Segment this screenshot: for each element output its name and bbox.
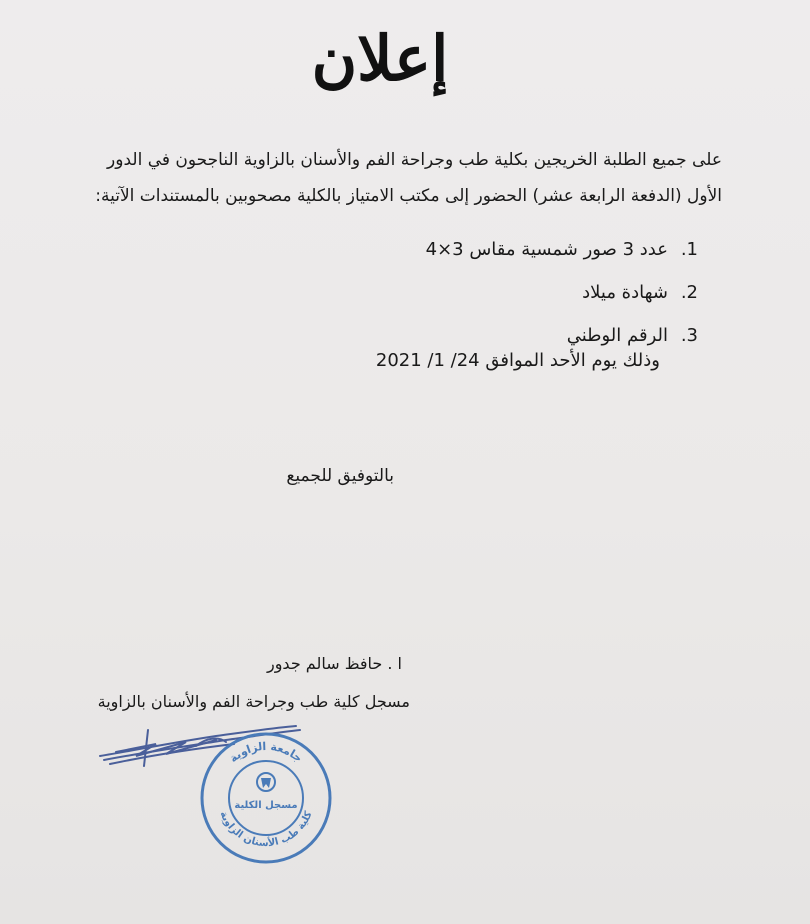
college-stamp xyxy=(196,728,336,868)
list-item-text: الرقم الوطني xyxy=(566,325,668,346)
stamp-emblem-icon xyxy=(257,773,275,791)
paragraph-line-2: الأول (الدفعة الرابعة عشر) الحضور إلى مكتب الامتياز بالكلية مصحوبين بالمستندات الآتية: xyxy=(95,186,722,206)
stamp-bottom-text: كلية طب الأسنان الزاوية xyxy=(217,809,315,850)
closing-text: بالتوفيق للجميع xyxy=(286,466,394,486)
date-line: وذلك يوم الأحد الموافق 24/ 1/ 2021 xyxy=(375,350,660,371)
svg-text:كلية طب الأسنان الزاوية xyxy=(217,810,314,850)
documents-list xyxy=(278,228,698,357)
list-item xyxy=(278,228,698,271)
list-item-number: 3. xyxy=(680,325,698,346)
list-item-text: عدد 3 صور شمسية مقاس 3×4 xyxy=(425,239,668,260)
announcement-paragraph xyxy=(42,142,722,214)
list-item-number: 2. xyxy=(680,282,698,303)
signatory-name: ا . حافظ سالم جدور xyxy=(266,654,402,673)
list-item-number: 1. xyxy=(680,239,698,260)
paragraph-line-1: على جميع الطلبة الخريجين بكلية طب وجراحة الفم والأسنان بالزاوية الناجحون في الدور xyxy=(107,150,722,170)
list-item-text: شهادة ميلاد xyxy=(582,282,668,303)
signatory-role: مسجل كلية طب وجراحة الفم والأسنان بالزاوية xyxy=(97,692,410,711)
list-item xyxy=(278,271,698,314)
stamp-top-text: جامعة الزاوية xyxy=(226,739,305,766)
stamp-middle-text: مسجل الكلية xyxy=(234,800,298,811)
page-title: إعلان xyxy=(311,22,449,95)
